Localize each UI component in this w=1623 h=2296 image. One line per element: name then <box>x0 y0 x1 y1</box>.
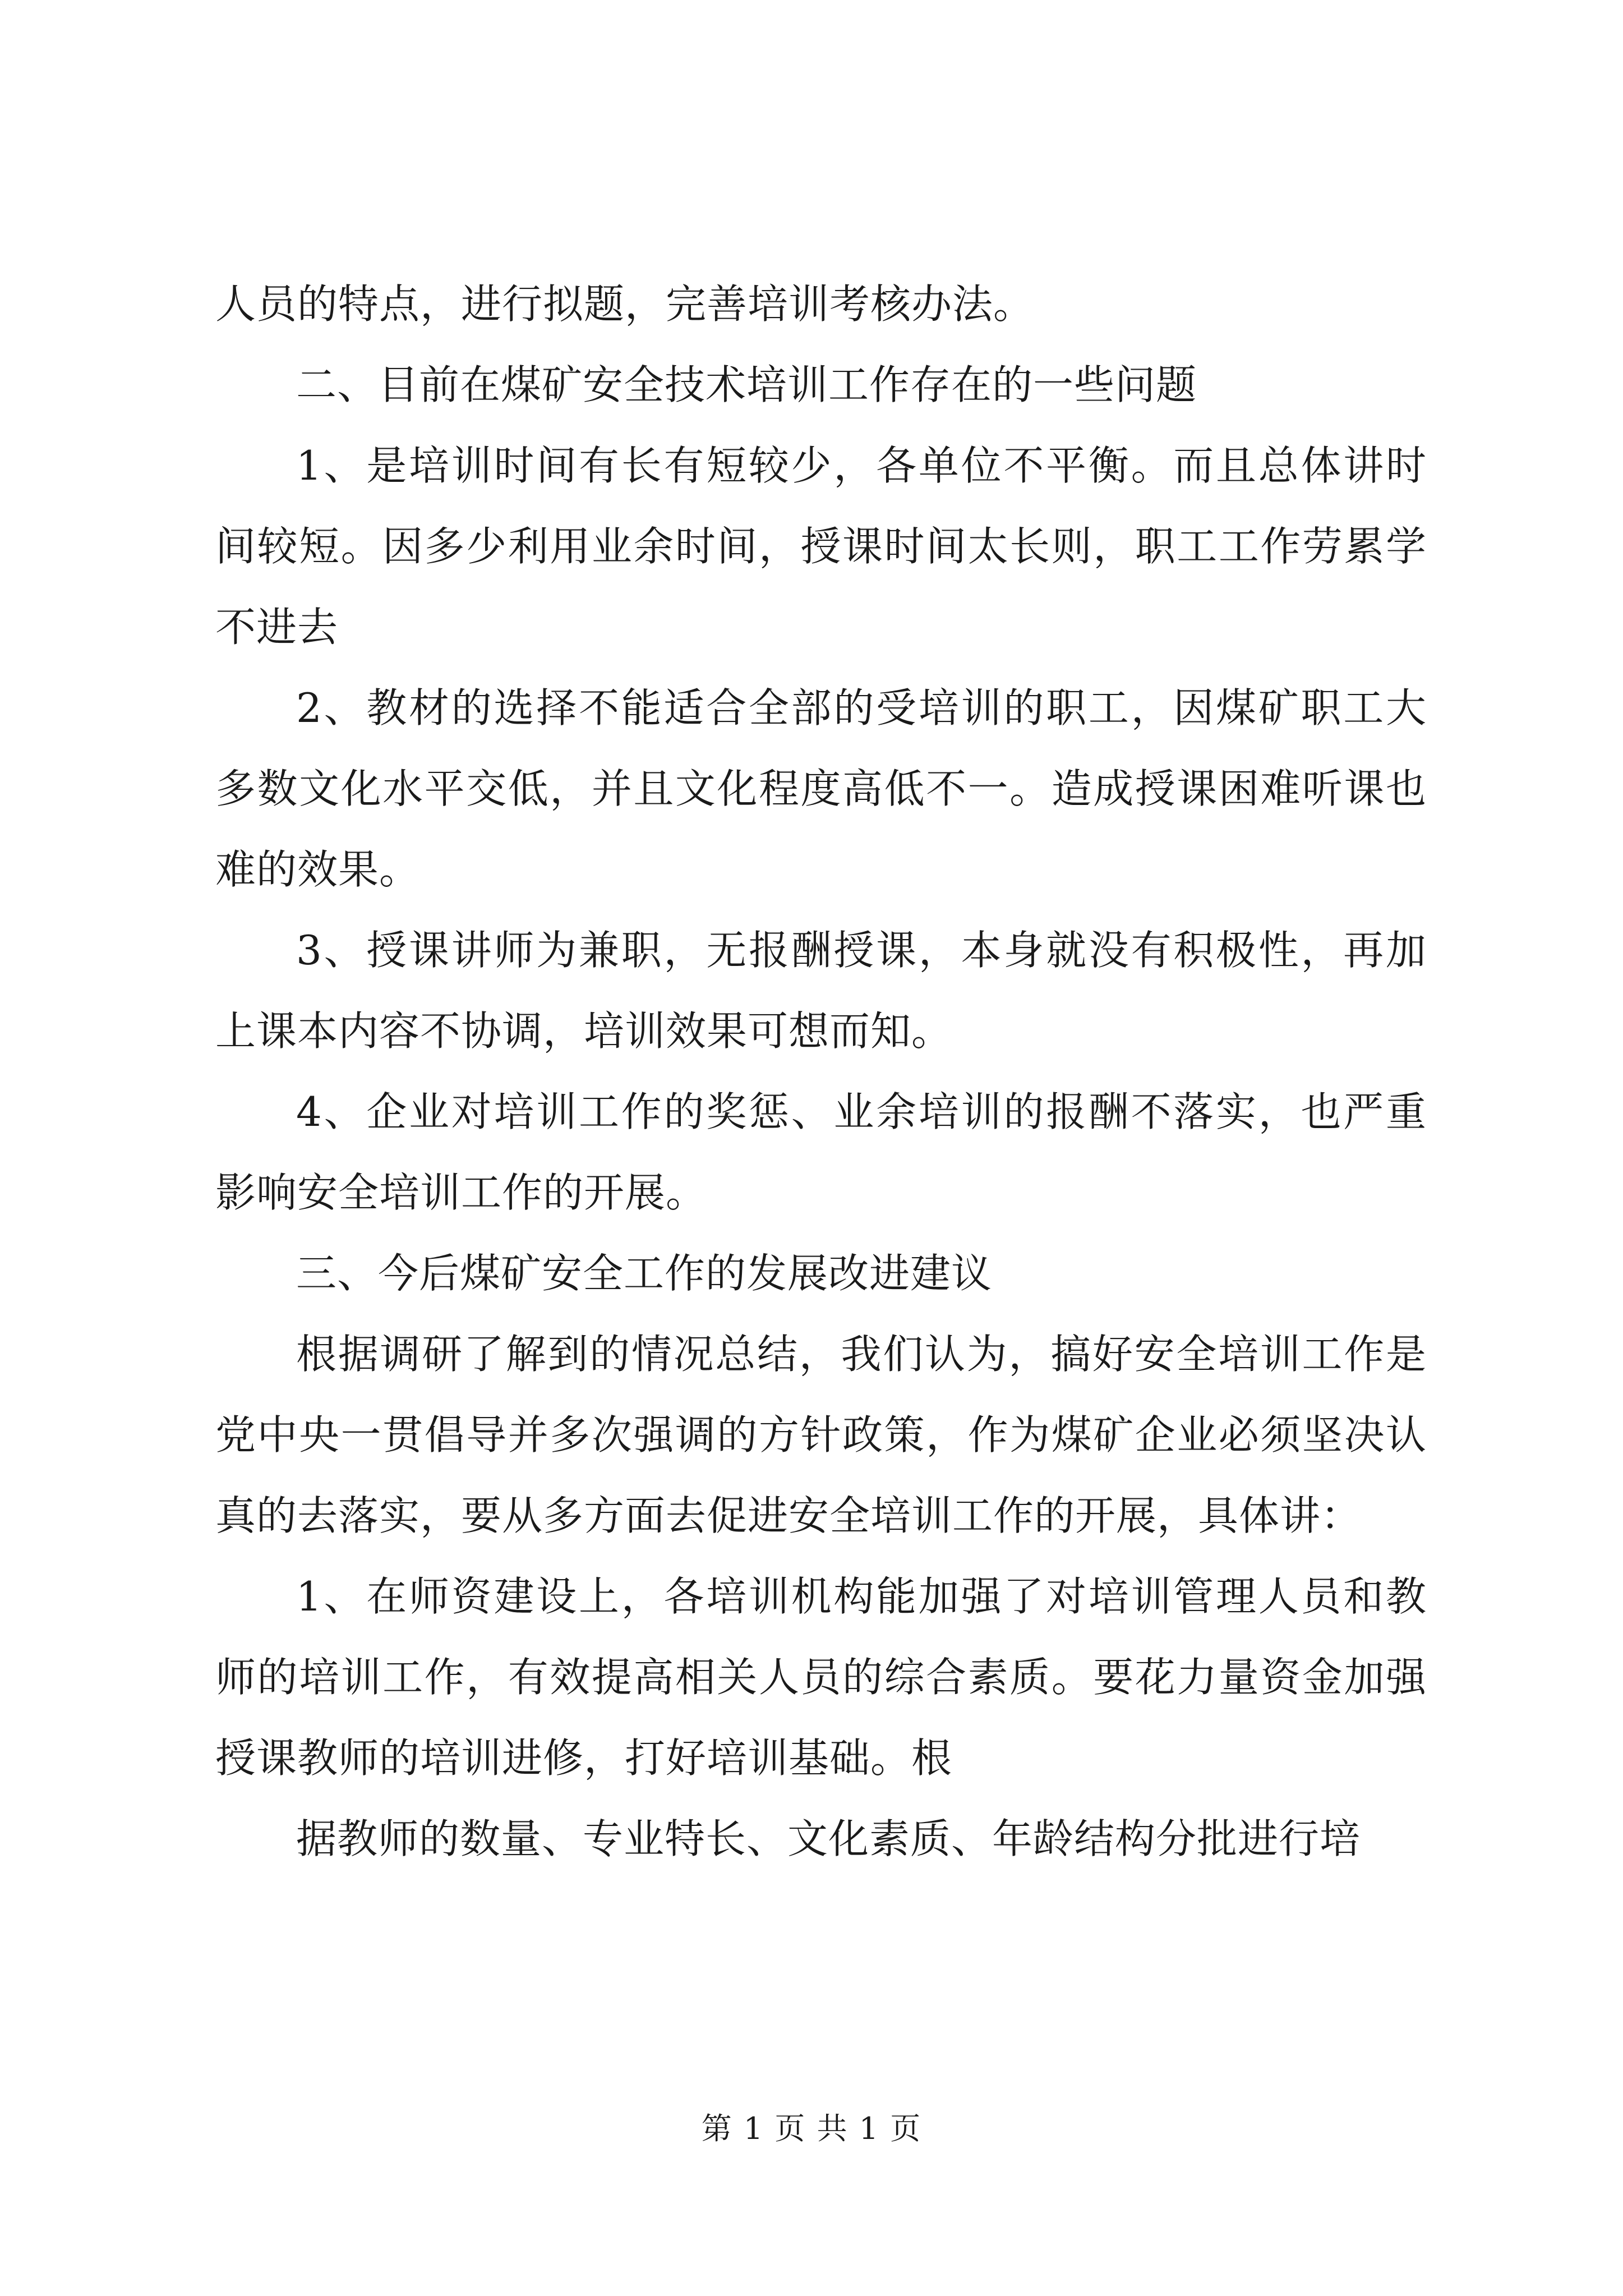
body-text <box>215 264 1427 1879</box>
paragraph-continuation: 据教师的数量、专业特长、文化素质、年龄结构分批进行培 <box>296 1815 1361 1862</box>
section-heading-2: 二、目前在煤矿安全技术培训工作存在的一些问题 <box>296 361 1197 408</box>
paragraph-issue-1: 1、是培训时间有长有短较少，各单位不平衡。而且总体讲时间较短。因多少利用业余时间，授课时间太长则，职工工作劳累学不进去 <box>215 442 1427 651</box>
paragraph-1: 人员的特点，进行拟题，完善培训考核办法。 <box>215 280 1035 328</box>
paragraph-summary: 根据调研了解到的情况总结，我们认为，搞好安全培训工作是党中央一贯倡导并多次强调的方针政策，作为煤矿企业必须坚决认真的去落实，要从多方面去促进安全培训工作的开展，具体讲： <box>215 1331 1427 1539</box>
paragraph-issue-4: 4、企业对培训工作的奖惩、业余培训的报酬不落实，也严重影响安全培训工作的开展。 <box>215 1088 1427 1216</box>
paragraph-suggestion-1: 1、在师资建设上，各培训机构能加强了对培训管理人员和教师的培训工作，有效提高相关人员的综合素质。要花力量资金加强授课教师的培训进修，打好培训基础。根 <box>215 1573 1427 1782</box>
paragraph-issue-2: 2、教材的选择不能适合全部的受培训的职工，因煤矿职工大多数文化水平交低，并且文化程度高低不一。造成授课困难听课也难的效果。 <box>215 684 1427 893</box>
section-heading-3: 三、今后煤矿安全工作的发展改进建议 <box>296 1250 993 1297</box>
page-footer: 第 1 页 共 1 页 <box>701 2111 922 2146</box>
paragraph-issue-3: 3、授课讲师为兼职，无报酬授课，本身就没有积极性，再加上课本内容不协调，培训效果可想而知。 <box>215 927 1427 1055</box>
